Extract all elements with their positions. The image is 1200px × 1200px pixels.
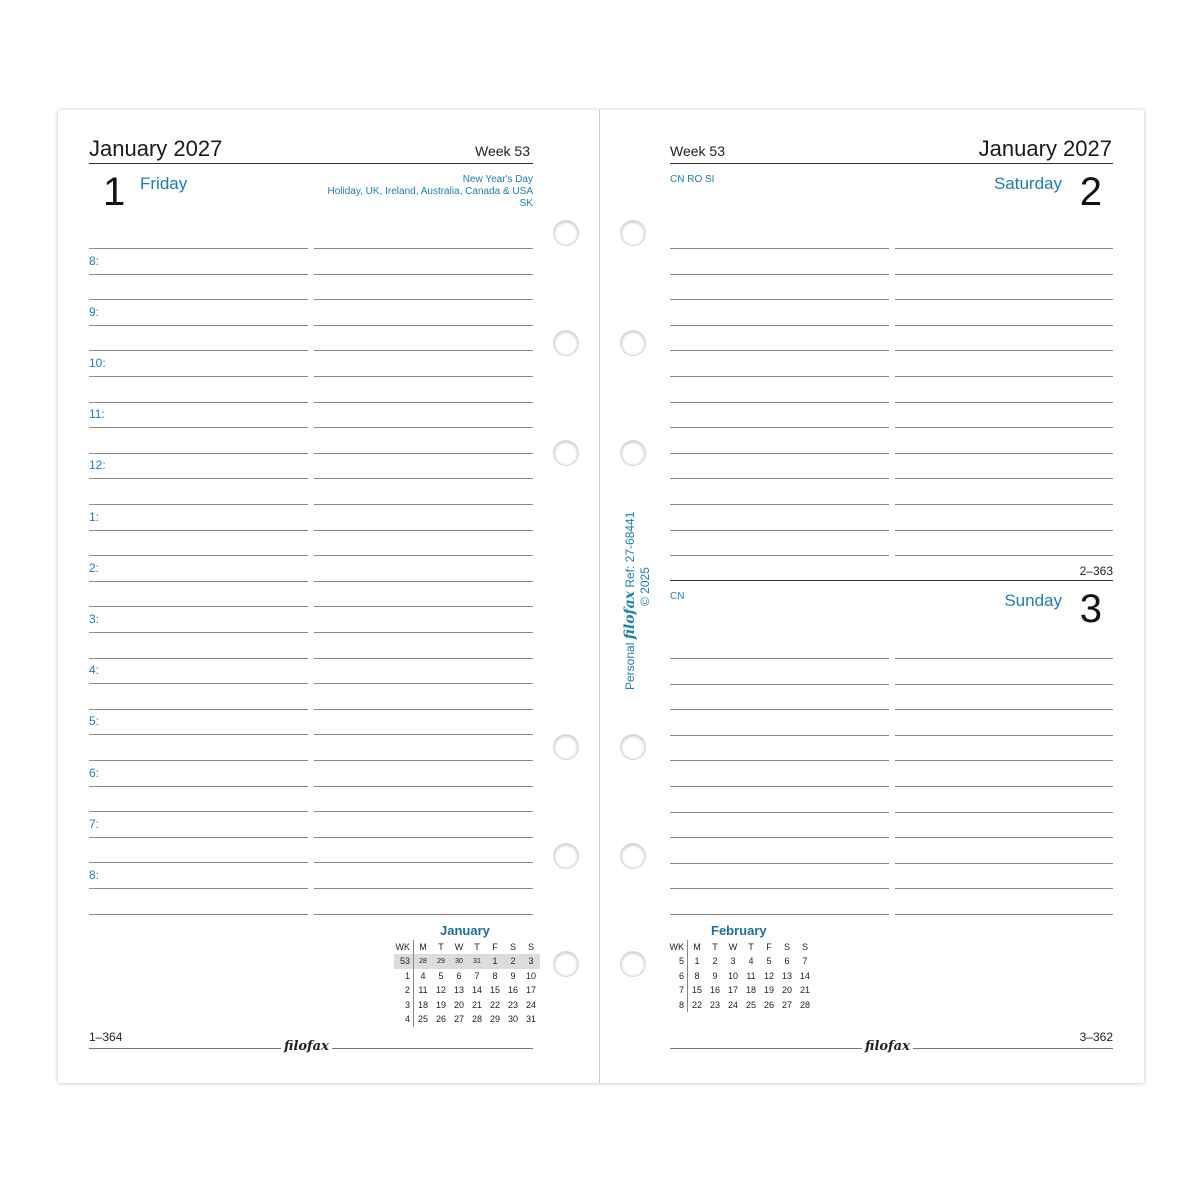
writing-line[interactable] (895, 684, 1113, 685)
cal-day: 23 (709, 999, 720, 1010)
writing-line[interactable] (670, 350, 889, 351)
hour-label: 2: (89, 561, 100, 575)
cal-day: 17 (525, 985, 536, 996)
writing-line[interactable] (895, 709, 1113, 710)
cal-header: S (801, 942, 808, 952)
cal-day: 15 (691, 985, 702, 996)
cal-day: 21 (799, 985, 810, 996)
holiday-line: Holiday, UK, Ireland, Australia, Canada & USA (327, 186, 533, 197)
writing-line[interactable] (314, 274, 533, 275)
writing-line[interactable] (670, 325, 889, 326)
cal-day: 9 (712, 970, 718, 981)
ring-hole (554, 331, 578, 355)
writing-line[interactable] (314, 504, 533, 505)
writing-line[interactable] (895, 658, 1113, 659)
writing-line[interactable] (670, 427, 889, 428)
writing-line[interactable] (314, 658, 533, 659)
writing-line[interactable] (314, 760, 533, 761)
writing-line[interactable] (670, 453, 889, 454)
writing-line[interactable] (314, 888, 533, 889)
cal-week-number: 1 (394, 969, 414, 984)
cal-day: 21 (471, 999, 482, 1010)
writing-line[interactable] (670, 709, 889, 710)
ring-hole (621, 331, 645, 355)
cal-day: 31 (468, 954, 486, 969)
cal-day: 20 (453, 999, 464, 1010)
writing-line[interactable] (895, 888, 1113, 889)
binder-spine-divider (599, 110, 600, 1083)
writing-line[interactable] (895, 350, 1113, 351)
hour-label: 5: (89, 714, 100, 728)
writing-line[interactable] (895, 812, 1113, 813)
cal-day: 29 (489, 1014, 500, 1025)
writing-line[interactable] (89, 811, 308, 812)
cal-week-number: 8 (668, 998, 688, 1013)
ring-hole (554, 844, 578, 868)
left-week-label: Week 53 (475, 143, 530, 159)
writing-line[interactable] (89, 837, 308, 838)
writing-line[interactable] (670, 274, 889, 275)
cal-header: S (509, 942, 516, 952)
cal-day: 23 (507, 999, 518, 1010)
left-day-number: 1 (103, 170, 126, 214)
ring-hole (621, 441, 645, 465)
ring-hole (554, 221, 578, 245)
cal-day: 14 (471, 985, 482, 996)
cal-day: 5 (766, 956, 772, 967)
hour-label: 8: (89, 254, 100, 268)
left-mini-calendar-title: January (440, 923, 490, 938)
cal-day: 27 (453, 1014, 464, 1025)
cal-week-number: 6 (668, 969, 688, 984)
cal-day: 11 (746, 970, 756, 981)
writing-line[interactable] (895, 402, 1113, 403)
spine-reference-text (622, 512, 652, 690)
writing-line[interactable] (314, 350, 533, 351)
writing-line[interactable] (314, 402, 533, 403)
saturday-page-number: 2–363 (1079, 564, 1113, 578)
sunday-day-number: 3 (1079, 587, 1102, 631)
writing-line[interactable] (89, 632, 308, 633)
cal-day: 13 (781, 970, 792, 981)
writing-line[interactable] (314, 478, 533, 479)
left-header-rule (89, 163, 533, 164)
cal-day: 3 (730, 956, 736, 967)
hour-label: 4: (89, 663, 100, 677)
writing-line[interactable] (314, 376, 533, 377)
spine-copyright: © 2025 (638, 567, 652, 606)
cal-day: 6 (456, 970, 462, 981)
ring-hole (554, 441, 578, 465)
cal-day: 14 (799, 970, 810, 981)
cal-day: 28 (799, 999, 810, 1010)
right-week-label: Week 53 (670, 143, 725, 159)
cal-day: 30 (507, 1014, 518, 1025)
writing-line[interactable] (895, 453, 1113, 454)
writing-line[interactable] (89, 734, 308, 735)
writing-line[interactable] (89, 555, 308, 556)
hour-label: 6: (89, 766, 100, 780)
cal-day: 11 (418, 985, 428, 996)
cal-day: 5 (438, 970, 444, 981)
saturday-day-name: Saturday (993, 174, 1062, 193)
cal-day: 9 (510, 970, 516, 981)
cal-day: 25 (417, 1014, 428, 1025)
writing-line[interactable] (89, 427, 308, 428)
spine-size: Personal (623, 642, 637, 690)
cal-day: 26 (435, 1014, 446, 1025)
hour-label: 3: (89, 612, 100, 626)
cal-header: S (527, 942, 534, 952)
writing-line[interactable] (314, 530, 533, 531)
writing-line[interactable] (314, 811, 533, 812)
writing-line[interactable] (314, 299, 533, 300)
cal-day: 27 (781, 999, 792, 1010)
writing-line[interactable] (314, 914, 533, 915)
spine-brand-logo: filofax (622, 591, 638, 640)
ring-hole (621, 221, 645, 245)
holiday-line: SK (519, 198, 533, 209)
writing-line[interactable] (895, 248, 1113, 249)
cal-day: 22 (489, 999, 500, 1010)
spine-ref: Ref: 27-68441 (623, 511, 637, 588)
right-mini-calendar (668, 940, 814, 1012)
right-header-rule (670, 163, 1113, 164)
cal-day: 4 (420, 970, 426, 981)
writing-line[interactable] (314, 453, 533, 454)
cal-day: 31 (525, 1014, 536, 1025)
hour-label: 7: (89, 817, 100, 831)
writing-line[interactable] (89, 530, 308, 531)
writing-line[interactable] (670, 504, 889, 505)
ring-hole (621, 735, 645, 759)
cal-day: 28 (471, 1014, 482, 1025)
writing-line[interactable] (89, 376, 308, 377)
writing-line[interactable] (670, 299, 889, 300)
writing-line[interactable] (670, 837, 889, 838)
writing-line[interactable] (670, 914, 889, 915)
writing-line[interactable] (895, 376, 1113, 377)
writing-line[interactable] (89, 350, 308, 351)
writing-line[interactable] (89, 581, 308, 582)
writing-line[interactable] (89, 786, 308, 787)
cal-week-number: 2 (394, 983, 414, 998)
day-separator-rule (670, 580, 1113, 581)
saturday-day-number: 2 (1079, 170, 1102, 214)
writing-line[interactable] (314, 837, 533, 838)
writing-line[interactable] (89, 478, 308, 479)
writing-line[interactable] (895, 478, 1113, 479)
cal-day: 13 (453, 985, 464, 996)
cal-day: 1 (694, 956, 700, 967)
writing-line[interactable] (895, 530, 1113, 531)
writing-line[interactable] (314, 581, 533, 582)
cal-header: W (454, 942, 464, 952)
writing-line[interactable] (314, 786, 533, 787)
writing-line[interactable] (89, 709, 308, 710)
cal-day: 26 (763, 999, 774, 1010)
cal-week-number: 7 (668, 983, 688, 998)
cal-header: WK (394, 940, 414, 954)
cal-week-number: 4 (394, 1012, 414, 1027)
writing-line[interactable] (314, 632, 533, 633)
cal-day: 29 (432, 954, 450, 969)
writing-line[interactable] (89, 453, 308, 454)
cal-day: 28 (414, 954, 433, 969)
writing-line[interactable] (89, 760, 308, 761)
writing-line[interactable] (895, 837, 1113, 838)
writing-line[interactable] (895, 274, 1113, 275)
writing-line[interactable] (895, 427, 1113, 428)
sunday-day-name: Sunday (1004, 591, 1062, 610)
right-month-title: January 2027 (978, 136, 1112, 161)
right-page-number: 3–362 (1079, 1030, 1113, 1044)
cal-day: 30 (450, 954, 468, 969)
cal-header: T (474, 942, 480, 952)
cal-header: M (419, 942, 427, 952)
cal-week-number: 5 (668, 954, 688, 969)
saturday-holiday-codes: CN RO SI (670, 174, 715, 185)
writing-line[interactable] (314, 734, 533, 735)
cal-day: 1 (486, 954, 504, 969)
writing-line[interactable] (314, 683, 533, 684)
writing-line[interactable] (670, 248, 889, 249)
writing-line[interactable] (670, 530, 889, 531)
cal-day: 3 (522, 954, 540, 969)
hour-label: 1: (89, 510, 100, 524)
cal-day: 18 (745, 985, 756, 996)
writing-line[interactable] (314, 606, 533, 607)
writing-line[interactable] (670, 555, 889, 556)
cal-header: F (766, 942, 772, 952)
writing-line[interactable] (895, 735, 1113, 736)
cal-day: 4 (748, 956, 754, 967)
writing-line[interactable] (89, 683, 308, 684)
writing-line[interactable] (89, 606, 308, 607)
cal-day: 16 (709, 985, 720, 996)
hour-label: 9: (89, 305, 100, 319)
cal-day: 18 (417, 999, 428, 1010)
writing-line[interactable] (895, 504, 1113, 505)
writing-line[interactable] (670, 888, 889, 889)
writing-line[interactable] (89, 888, 308, 889)
writing-line[interactable] (895, 325, 1113, 326)
cal-day: 7 (474, 970, 480, 981)
cal-day: 22 (691, 999, 702, 1010)
hour-label: 10: (89, 356, 106, 370)
cal-header: WK (668, 940, 688, 954)
sunday-holiday-codes: CN (670, 591, 685, 602)
writing-line[interactable] (670, 863, 889, 864)
left-day-name: Friday (140, 174, 188, 193)
cal-day: 12 (435, 985, 446, 996)
cal-day: 16 (507, 985, 518, 996)
right-mini-calendar-title: February (711, 923, 767, 938)
cal-day: 25 (745, 999, 756, 1010)
left-holiday-notes (328, 174, 533, 210)
writing-line[interactable] (670, 760, 889, 761)
left-mini-calendar (394, 940, 540, 1027)
ring-hole (554, 735, 578, 759)
ring-hole (554, 952, 578, 976)
writing-line[interactable] (89, 402, 308, 403)
writing-line[interactable] (89, 862, 308, 863)
hour-label: 8: (89, 868, 100, 882)
writing-line[interactable] (89, 299, 308, 300)
cal-day: 8 (694, 970, 700, 981)
cal-day: 19 (763, 985, 774, 996)
writing-line[interactable] (314, 555, 533, 556)
writing-line[interactable] (895, 914, 1113, 915)
cal-header: T (438, 942, 444, 952)
writing-line[interactable] (314, 862, 533, 863)
cal-day: 20 (781, 985, 792, 996)
writing-line[interactable] (895, 555, 1113, 556)
cal-day: 19 (435, 999, 446, 1010)
left-page-number: 1–364 (89, 1030, 123, 1044)
cal-header: F (492, 942, 498, 952)
writing-line[interactable] (89, 658, 308, 659)
hour-label: 12: (89, 458, 106, 472)
writing-line[interactable] (895, 760, 1113, 761)
writing-line[interactable] (895, 786, 1113, 787)
cal-header: S (783, 942, 790, 952)
cal-day: 8 (492, 970, 498, 981)
cal-week-number: 53 (394, 954, 414, 969)
cal-day: 6 (784, 956, 790, 967)
left-footer-brand-logo: filofax (281, 1040, 332, 1054)
cal-day: 2 (712, 956, 718, 967)
cal-day: 2 (504, 954, 522, 969)
writing-line[interactable] (670, 658, 889, 659)
cal-day: 17 (727, 985, 738, 996)
cal-header: T (712, 942, 718, 952)
writing-line[interactable] (670, 812, 889, 813)
cal-day: 7 (802, 956, 808, 967)
cal-header: T (748, 942, 754, 952)
holiday-line: New Year's Day (462, 174, 533, 185)
writing-line[interactable] (89, 325, 308, 326)
writing-line[interactable] (670, 735, 889, 736)
writing-line[interactable] (670, 478, 889, 479)
cal-header: M (693, 942, 701, 952)
right-footer-brand-logo: filofax (862, 1040, 913, 1054)
cal-day: 12 (763, 970, 774, 981)
writing-line[interactable] (670, 786, 889, 787)
planner-sheet (58, 110, 1144, 1083)
writing-line[interactable] (670, 376, 889, 377)
writing-line[interactable] (670, 402, 889, 403)
writing-line[interactable] (89, 274, 308, 275)
writing-line[interactable] (89, 504, 308, 505)
cal-day: 15 (489, 985, 500, 996)
writing-line[interactable] (89, 914, 308, 915)
cal-day: 24 (727, 999, 738, 1010)
cal-day: 10 (525, 970, 536, 981)
writing-line[interactable] (314, 248, 533, 249)
writing-line[interactable] (89, 248, 308, 249)
cal-day: 24 (525, 999, 536, 1010)
left-month-title: January 2027 (89, 136, 223, 161)
cal-day: 10 (727, 970, 738, 981)
writing-line[interactable] (895, 863, 1113, 864)
writing-line[interactable] (895, 299, 1113, 300)
writing-line[interactable] (314, 709, 533, 710)
ring-hole (621, 844, 645, 868)
cal-week-number: 3 (394, 998, 414, 1013)
writing-line[interactable] (314, 325, 533, 326)
cal-header: W (728, 942, 738, 952)
hour-label: 11: (89, 407, 105, 421)
writing-line[interactable] (670, 684, 889, 685)
writing-line[interactable] (314, 427, 533, 428)
ring-hole (621, 952, 645, 976)
